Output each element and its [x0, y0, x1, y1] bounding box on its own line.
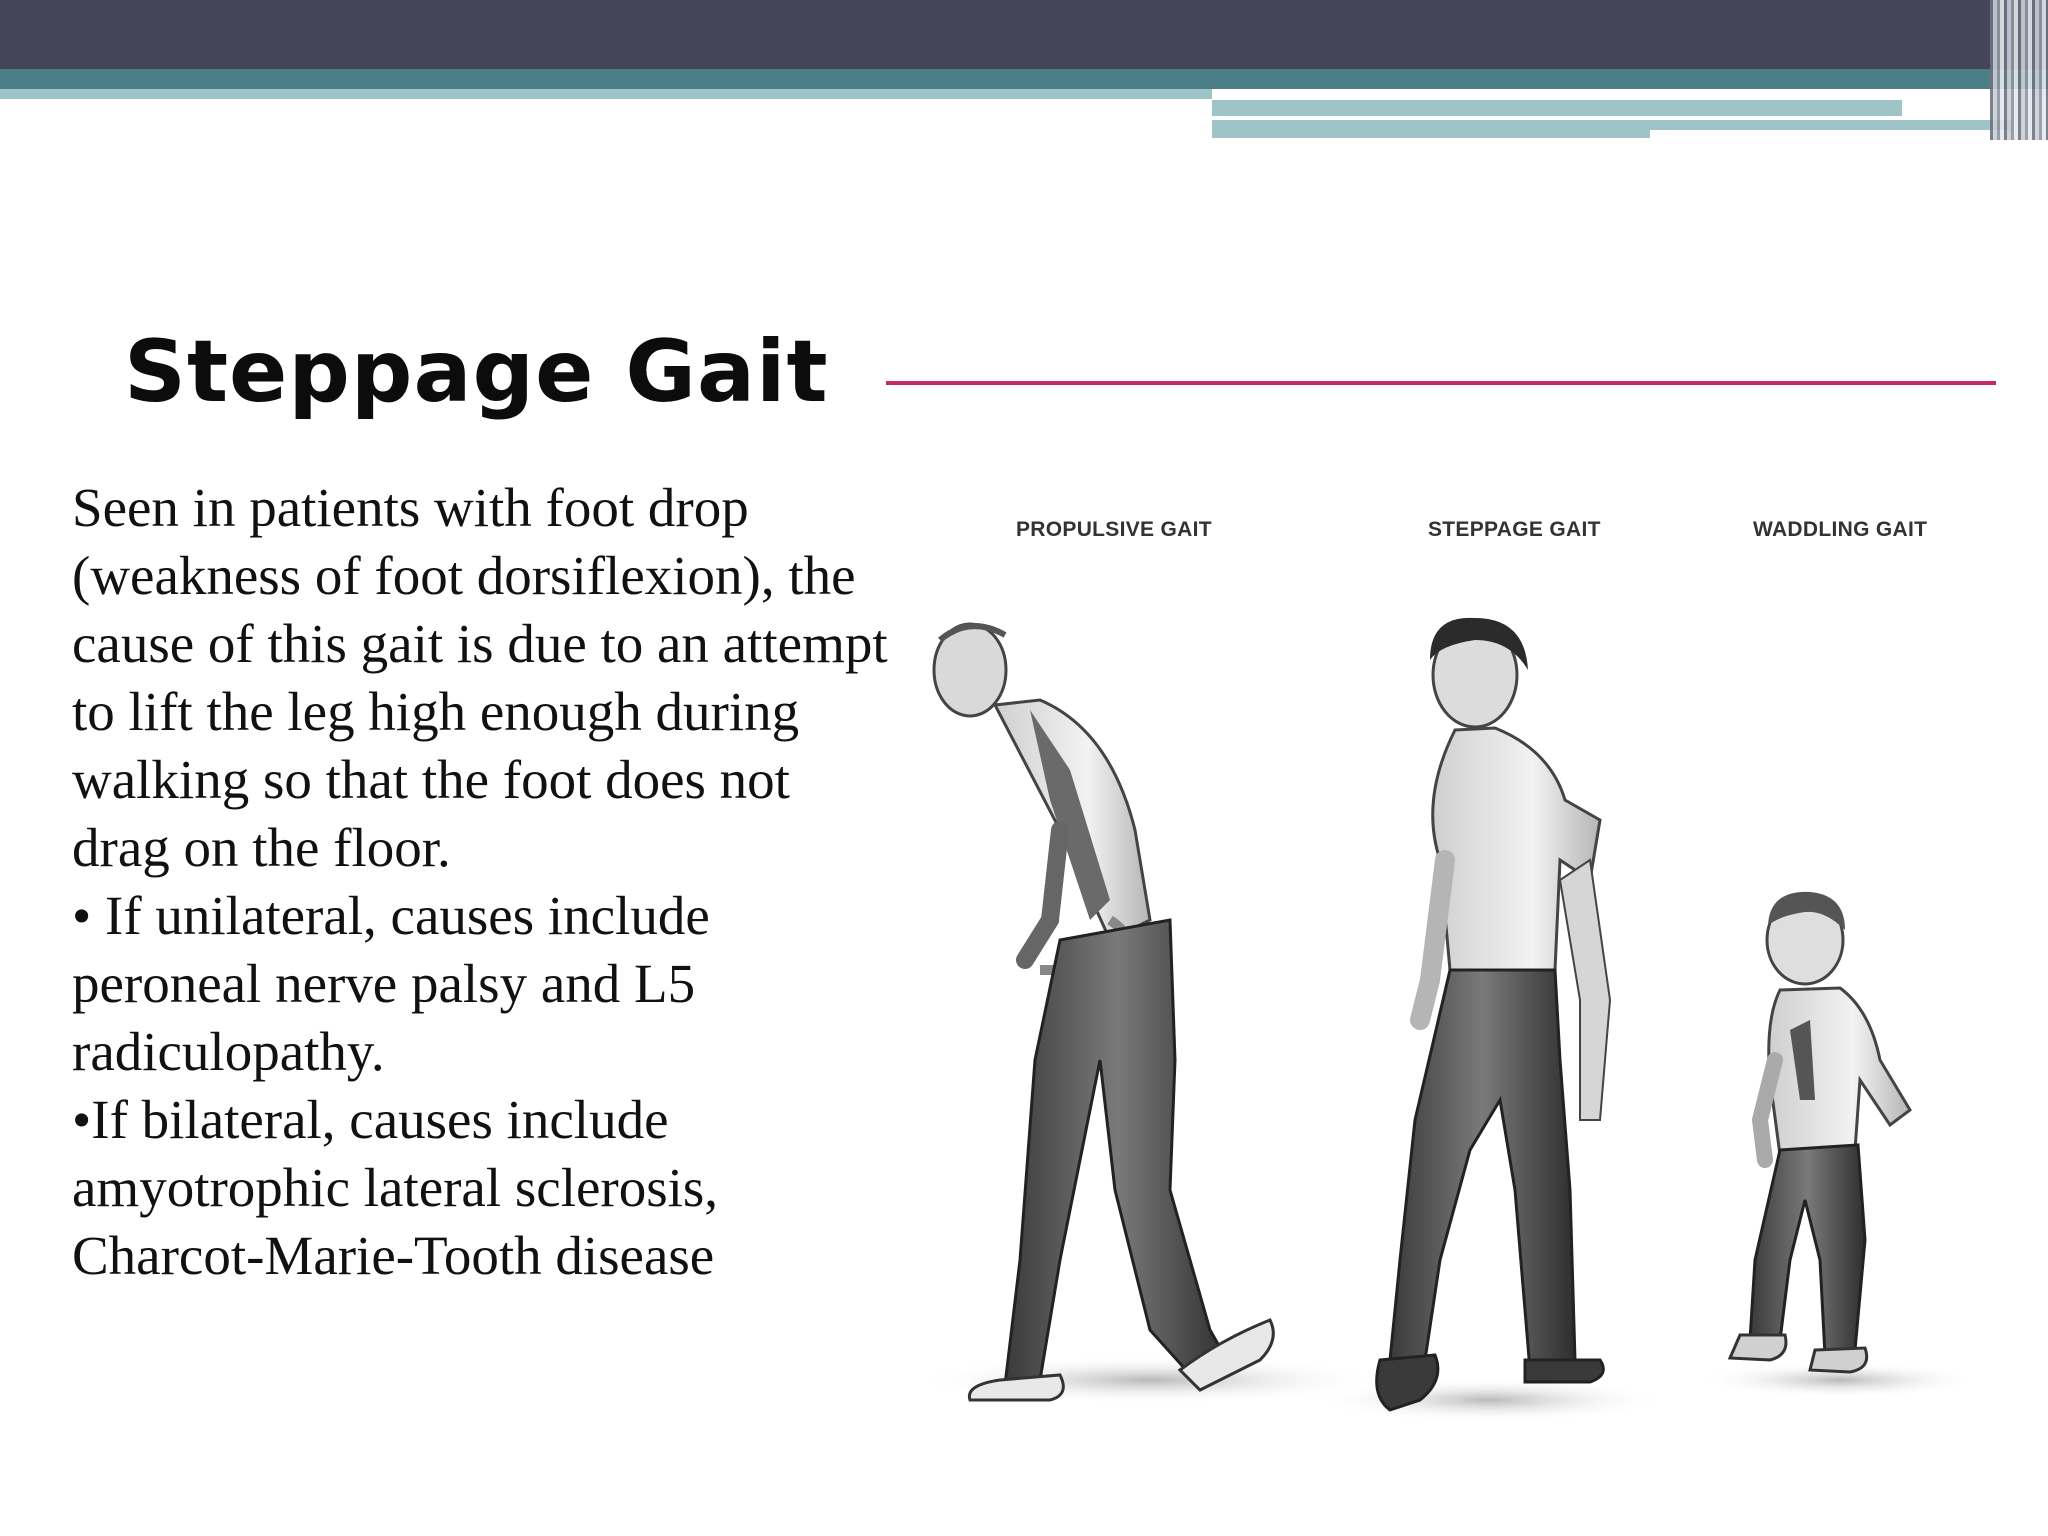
figure-steppage: [1377, 618, 1610, 1410]
header-dark-band: [0, 0, 2048, 69]
header-accent-gap-lower: [1650, 130, 2010, 138]
gait-figures-drawing: [910, 500, 1990, 1460]
figure-propulsive: [934, 624, 1273, 1400]
caption-waddling: WADDLING GAIT: [1753, 518, 1928, 541]
gait-illustration: [910, 500, 1990, 1460]
header-light-band: [0, 89, 1212, 99]
slide-body: [72, 474, 892, 1290]
header-accent-bar: [1212, 100, 1902, 116]
caption-propulsive: PROPULSIVE GAIT: [1016, 518, 1212, 541]
caption-steppage: STEPPAGE GAIT: [1428, 518, 1601, 541]
figure-waddling: [1730, 892, 1910, 1372]
shadow-steppage: [1315, 1378, 1665, 1422]
header-edge-stripes: [1990, 0, 2048, 140]
bullet-unilateral: • If unilateral, causes include peroneal nerve palsy and L5 radiculopathy.: [72, 885, 710, 1082]
header-teal-band: [0, 69, 2048, 89]
body-paragraph: Seen in patients with foot drop (weakness of foot dorsiflexion), the cause of this gait is due to an attempt to lift the leg high enough during walking so that the foot does not drag on the floor.: [72, 477, 888, 878]
slide-title: Steppage Gait: [124, 322, 829, 422]
bullet-bilateral: •If bilateral, causes include amyotrophic lateral sclerosis, Charcot-Marie-Tooth disease: [72, 1089, 719, 1286]
title-accent-line: [886, 381, 1996, 385]
